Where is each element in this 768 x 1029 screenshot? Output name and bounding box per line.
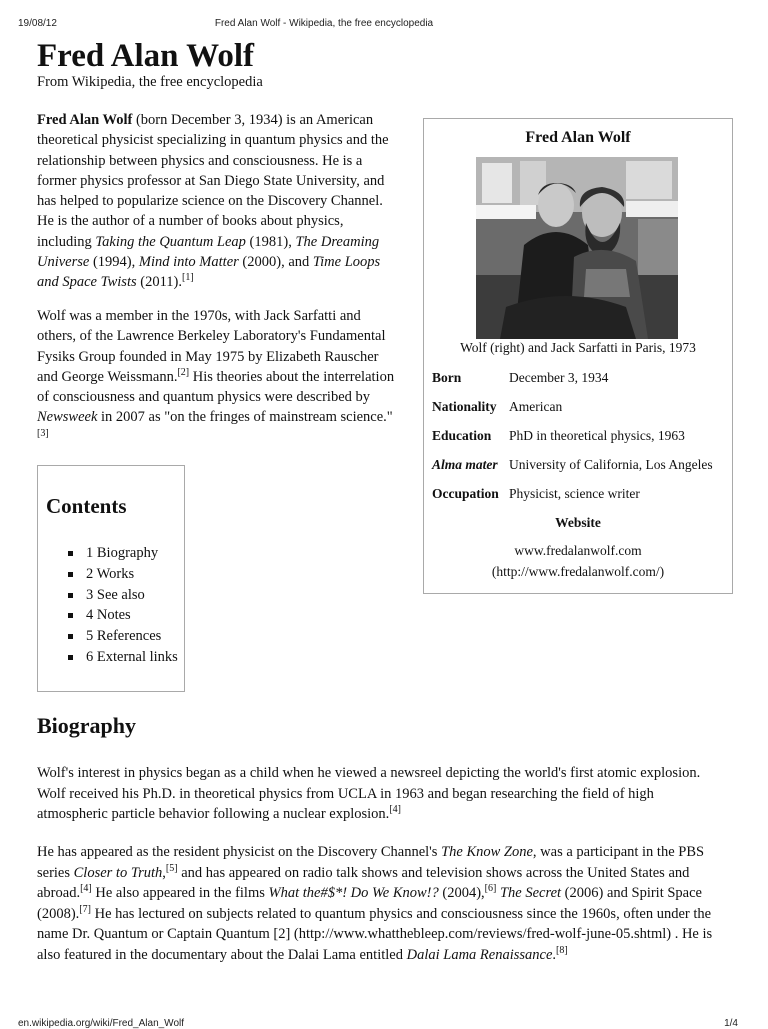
print-date: 19/08/12 <box>18 18 57 29</box>
website-url[interactable]: (http://www.fredalanwolf.com/) <box>491 564 665 579</box>
article-title: Fred Alan Wolf <box>37 38 254 74</box>
reference-link[interactable]: [6] <box>484 883 497 895</box>
reference-link[interactable]: [4] <box>80 883 92 895</box>
toc-item-notes[interactable]: 4 Notes <box>68 605 178 626</box>
heading-divider <box>37 746 727 747</box>
toc-item-external-links[interactable]: 6 External links <box>68 647 178 668</box>
photo-caption: Wolf (right) and Jack Sarfatti in Paris, 1973 <box>460 340 696 355</box>
infobox-value: December 3, 1934 <box>509 370 609 385</box>
series-title-link[interactable]: Closer to Truth <box>73 864 163 881</box>
reference-link[interactable]: [4] <box>389 804 401 816</box>
book-title-link[interactable]: Time Loops and Space Twists <box>37 254 381 291</box>
website-label: Website <box>555 515 601 530</box>
reference-link[interactable]: [3] <box>37 427 49 439</box>
infobox-label: Occupation <box>432 486 499 501</box>
infobox-label: Nationality <box>432 399 497 414</box>
book-title-link[interactable]: Mind into Matter <box>138 254 239 271</box>
reference-link[interactable]: [1] <box>182 272 194 284</box>
toc-title: Contents <box>46 494 127 518</box>
intro-paragraph-2: Wolf was a member in the 1970s, with Jack Sarfatti and others, of the Lawrence Berkeley Laboratory's Fundamental Fysiks Group founded in May 1975 by Elizabeth Rauscher and George Weissmann.[2] His theories about the interrelation of consciousness and quantum physics were described by Newsweek in 2007 as "on the fringes of mainstream science."[3] <box>37 308 395 439</box>
infobox-title: Fred Alan Wolf <box>525 129 631 146</box>
infobox-value[interactable]: University of California, Los Angeles <box>509 457 713 472</box>
toc-item-references[interactable]: 5 References <box>68 626 178 647</box>
film-title-link[interactable]: What the#$*! Do We Know!? <box>268 885 439 902</box>
article-subtitle: From Wikipedia, the free encyclopedia <box>37 74 263 90</box>
biography-paragraph-1: Wolf's interest in physics began as a child when he viewed a newsreel depicting the world's first atomic explosion. Wolf received his Ph.D. in theoretical physics from UCLA in 1963 and began researching the field of high atmospheric particle behavior following a nuclear explosion.[4] <box>37 765 701 823</box>
infobox <box>423 118 733 594</box>
book-title-link[interactable]: Taking the Quantum Leap <box>95 233 246 250</box>
biography-paragraph-2: He has appeared as the resident physicist on the Discovery Channel's The Know Zone, was a participant in the PBS series Closer to Truth,[5] and has appeared on radio talk shows and television shows across the United States and abroad.[4] He also appeared in the films What the#$*! Do We Know!? (2004),[6] The Secret (2006) and Spirit Space (2008).[7] He has lectured on subjects related to quantum physics and consciousness since the 1960s, often under the name Dr. Quantum or Captain Quantum [2] (http://www.whatthebleep.com/reviews/fred-wolf-june-05.shtml) . He is also featured in the documentary about the Dalai Lama entitled Dalai Lama Renaissance.[8] <box>37 844 713 963</box>
infobox-value: PhD in theoretical physics, 1963 <box>509 428 685 443</box>
section-heading-biography: Biography <box>37 713 137 738</box>
reference-link[interactable]: [8] <box>556 945 568 957</box>
documentary-title-link[interactable]: Dalai Lama Renaissance <box>406 946 553 963</box>
infobox-value: Physicist, science writer <box>509 486 640 501</box>
reference-link[interactable]: [5] <box>165 862 178 874</box>
reference-link[interactable]: [2] <box>177 367 190 379</box>
print-page-title: Fred Alan Wolf - Wikipedia, the free encyclopedia <box>214 18 434 29</box>
portrait-photo[interactable] <box>476 157 678 339</box>
book-title-link[interactable]: The Dreaming Universe <box>37 233 380 271</box>
table-of-contents <box>37 465 185 692</box>
film-title-link[interactable]: The Secret <box>499 885 562 902</box>
subject-name: Fred Alan Wolf <box>37 112 133 128</box>
toc-item-works[interactable]: 2 Works <box>68 564 178 585</box>
infobox-label[interactable]: Alma mater <box>432 457 498 472</box>
infobox-label: Born <box>432 370 462 385</box>
show-title-link[interactable]: The Know Zone <box>441 844 533 860</box>
reference-link[interactable]: [7] <box>79 903 91 915</box>
toc-list <box>68 543 178 668</box>
print-url: en.wikipedia.org/wiki/Fred_Alan_Wolf <box>18 1018 185 1029</box>
toc-item-see-also[interactable]: 3 See also <box>68 585 178 606</box>
website-link[interactable]: www.fredalanwolf.com <box>514 543 642 558</box>
magazine-name: Newsweek <box>37 409 98 426</box>
infobox-value[interactable]: American <box>509 399 563 414</box>
page-number: 1/4 <box>724 1018 738 1029</box>
intro-paragraph-1: Fred Alan Wolf (born December 3, 1934) is an American theoretical physicist specializing in quantum physics and the relationship between physics and consciousness. He is a former physics professor at San Diego State University, and has helped to popularize science on the Discovery Channel. He is the author of a number of books about physics, including Taking the Quantum Leap (1981), The Dreaming Universe (1994), Mind into Matter (2000), and Time Loops and Space Twists (2011).[1] <box>37 112 389 291</box>
toc-item-biography[interactable]: 1 Biography <box>68 543 178 564</box>
infobox-label: Education <box>432 428 492 443</box>
